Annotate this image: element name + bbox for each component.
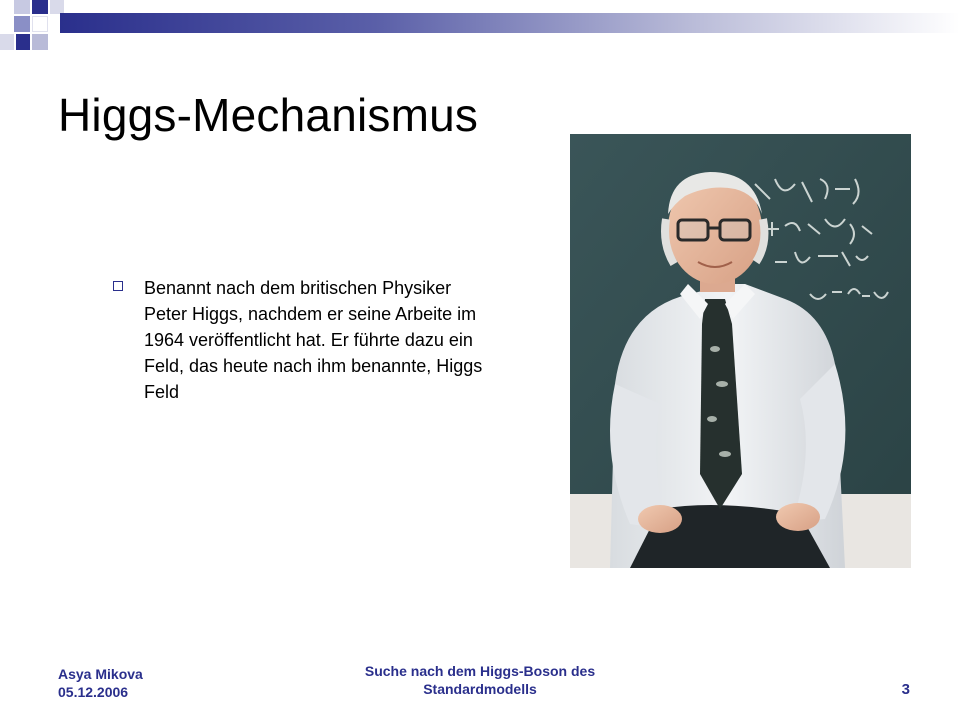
footer-author: Asya Mikova xyxy=(58,666,143,682)
deco-square xyxy=(0,34,14,50)
slide-title: Higgs-Mechanismus xyxy=(58,89,479,141)
deco-square xyxy=(32,0,48,14)
footer-title-line2: Standardmodells xyxy=(423,681,537,697)
portrait-photo xyxy=(570,134,911,568)
deco-square xyxy=(14,16,30,32)
deco-square xyxy=(14,0,30,14)
bullet-item: Benannt nach dem britischen Physiker Peter Higgs, nachdem er seine Arbeite im 1964 veröffentlicht hat. Er führte dazu ein Feld, das heute nach ihm benannte, Higgs Feld xyxy=(144,278,483,402)
deco-square xyxy=(16,34,30,50)
header-gradient-bar xyxy=(60,13,960,33)
deco-square xyxy=(50,0,64,14)
footer-date: 05.12.2006 xyxy=(58,684,129,700)
footer-author-date xyxy=(58,665,143,701)
square-bullet-icon xyxy=(113,281,123,291)
deco-square xyxy=(32,16,48,32)
page-number: 3 xyxy=(901,681,910,698)
footer-title xyxy=(320,662,640,698)
deco-square xyxy=(32,34,48,50)
footer-title-line1: Suche nach dem Higgs-Boson des xyxy=(364,663,596,679)
